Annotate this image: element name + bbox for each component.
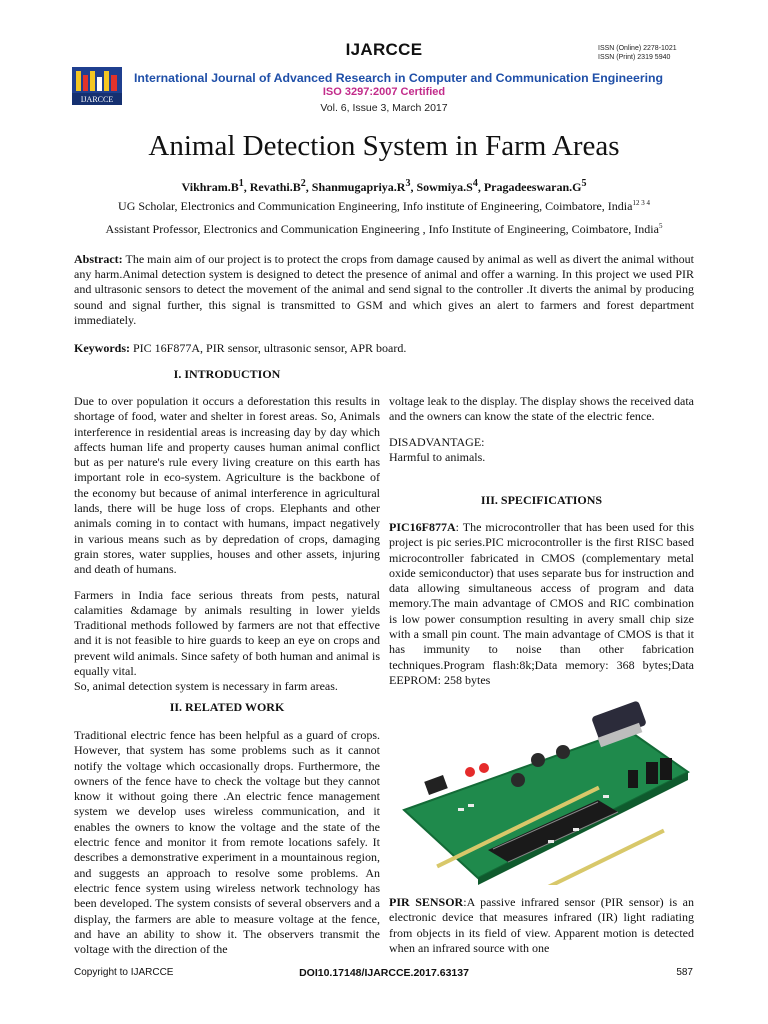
author-sup: 3 xyxy=(405,178,411,189)
affiliation-2-sup: 5 xyxy=(658,222,663,230)
pic-description xyxy=(389,520,694,688)
affiliation-1-sup: 12 3 4 xyxy=(632,199,650,207)
issn-block xyxy=(598,44,677,62)
affiliation-2 xyxy=(0,222,768,237)
microcontroller-board-image xyxy=(398,700,690,885)
author-sup: 5 xyxy=(581,178,587,189)
journal-short-name: IJARCCE xyxy=(345,40,423,59)
related-work-continued: voltage leak to the display. The display shows the received data and the owners can know the state of the electric fence. xyxy=(389,394,694,424)
footer-copyright: Copyright to IJARCCE xyxy=(74,967,174,978)
introduction-paragraph-2: Farmers in India face serious threats from pests, natural calamities &damage by animals resulting in lower yields Traditional methods followed by farmers are not that effective and it is not feasible to hire guards to keep an eye on crops and prevent wild animals. Since safety of both human and animal is equally vital. xyxy=(74,587,380,679)
abstract xyxy=(74,252,694,328)
footer-page-number: 587 xyxy=(676,967,693,978)
disadvantage-label: DISADVANTAGE: xyxy=(389,434,485,449)
introduction-heading: I. INTRODUCTION xyxy=(173,367,281,381)
volume-issue: Vol. 6, Issue 3, March 2017 xyxy=(320,102,448,114)
author-name: Sowmiya.S xyxy=(416,180,473,194)
related-work-body xyxy=(74,728,380,967)
issn-online: ISSN (Online) 2278-1021 xyxy=(598,45,677,52)
introduction-body xyxy=(74,394,380,705)
related-work-heading: II. RELATED WORK xyxy=(169,700,285,714)
right-column-top xyxy=(389,394,694,465)
author-name: Revathi.B xyxy=(249,180,301,194)
pic-label: PIC16F877A xyxy=(389,520,456,534)
related-work-paragraph: Traditional electric fence has been helpful as a guard of crops. However, that system has some problems such as it cannot notify the voltage which occasionally drops. Furthermore, the owners of the fence have to check the voltage but they cannot know it without going there .An electric fence management system we develop uses wireless communication, and it enables the owners to know the voltage and the state of the electric fence and monitor it from remote locations safely. It describes a demonstrative experiment in a mountainous region, and suggests an approach to resolve some problems. An electric fence system using wireless network technology has been developed. The system consists of several observers and a display, the farmers are able to measure voltage at the fence, and have an ability to show it. The observers transmit the voltage with the direction of the xyxy=(74,728,380,957)
introduction-paragraph-3: So, animal detection system is necessary in farm areas. xyxy=(74,679,338,694)
affiliation-2-text: Assistant Professor, Electronics and Communication Engineering , Info Institute of Engineering, Coimbatore, India xyxy=(105,222,659,236)
pir-text: :A passive infrared sensor (PIR sensor) is an electronic device that measures infrared (IR) light radiating from objects in its field of view. Apparent motion is detected when an infrared source with one xyxy=(389,895,694,955)
author-sup: 1 xyxy=(238,178,244,189)
disadvantage-text: Harmful to animals. xyxy=(389,449,486,464)
author-name: Pragadeeswaran.G xyxy=(483,180,582,194)
specifications-heading: III. SPECIFICATIONS xyxy=(480,493,603,507)
author-list: $Vikhram.B^1$, $Revathi.B^2$, $Shanmugapriya.R^3$, $Sowmiya.S^4$, $Pragadeeswaran.G^5$ xyxy=(181,178,587,194)
journal-full-name: International Journal of Advanced Research in Computer and Communication Engineering xyxy=(134,71,664,85)
author-name: Shanmugapriya.R xyxy=(311,180,406,194)
introduction-paragraph-1: Due to over population it occurs a deforestation this results in shortage of food, water and shelter in forest areas. So, Animals interference in residential areas is increasing day by day which affects human life and property causes human animal conflict but as per nature's rule every living creature on this earth has important role in eco-system. Agriculture is the backbone of the economy but because of animal interference in agricultural lands, there will be huge loss of crops. Elephants and other animals coming in to contact with humans, impact negatively in various means such as by depredation of crops, damaging grain stores, water supplies, houses and other assets, injuring and death of humans. xyxy=(74,394,380,577)
abstract-text: The main aim of our project is to protect the crops from damage caused by animal as well as divert the animal without any harm.Animal detection system is designed to detect the presence of animal and offer a warning. In this project we used PIR and ultrasonic sensors to detect the movement of the animal and send signal to the controller .It diverts the animal by producing sound and signal further, this signal is transmitted to GSM and which gives an alert to farmers and forest department immediately. xyxy=(74,252,694,327)
author-sup: 4 xyxy=(472,178,478,189)
pir-sensor-description xyxy=(389,895,694,956)
author-sup: 2 xyxy=(300,178,306,189)
issn-print: ISSN (Print) 2319 5940 xyxy=(598,54,671,61)
pir-label: PIR SENSOR xyxy=(389,895,464,909)
pic-text: : The microcontroller that has been used for this project is pic series.PIC microcontroller is the first RISC based microcontroller fabricated in CMOS (complementary metal oxide semiconductor) that uses separate bus for instruction and data allowing simultaneous access of program and data memory.The main advantage of CMOS and RIC combination is low power consumption resulting in avery small chip size with a small pin count. The main advantage of CMOS is that it has immunity to noise than other fabrication techniques.Program flash:8k;Data memory: 368 bytes;Data EEPROM: 258 bytes xyxy=(389,520,694,687)
paper-title: Animal Detection System in Farm Areas xyxy=(148,130,620,162)
affiliation-1-text: UG Scholar, Electronics and Communication Engineering, Info institute of Engineering, Coimbatore, India xyxy=(118,199,633,213)
keywords-text: PIC 16F877A, PIR sensor, ultrasonic sensor, APR board. xyxy=(133,341,407,355)
iso-certification: ISO 3297:2007 Certified xyxy=(322,86,446,98)
author-name: Vikhram.B xyxy=(181,180,239,194)
affiliation-1 xyxy=(0,199,768,214)
keywords-label: Keywords: xyxy=(74,341,130,355)
abstract-label: Abstract: xyxy=(74,252,123,266)
footer-doi: DOI10.17148/IJARCCE.2017.63137 xyxy=(299,967,469,979)
keywords xyxy=(74,341,694,356)
logo-text: IJARCCE xyxy=(80,95,114,104)
